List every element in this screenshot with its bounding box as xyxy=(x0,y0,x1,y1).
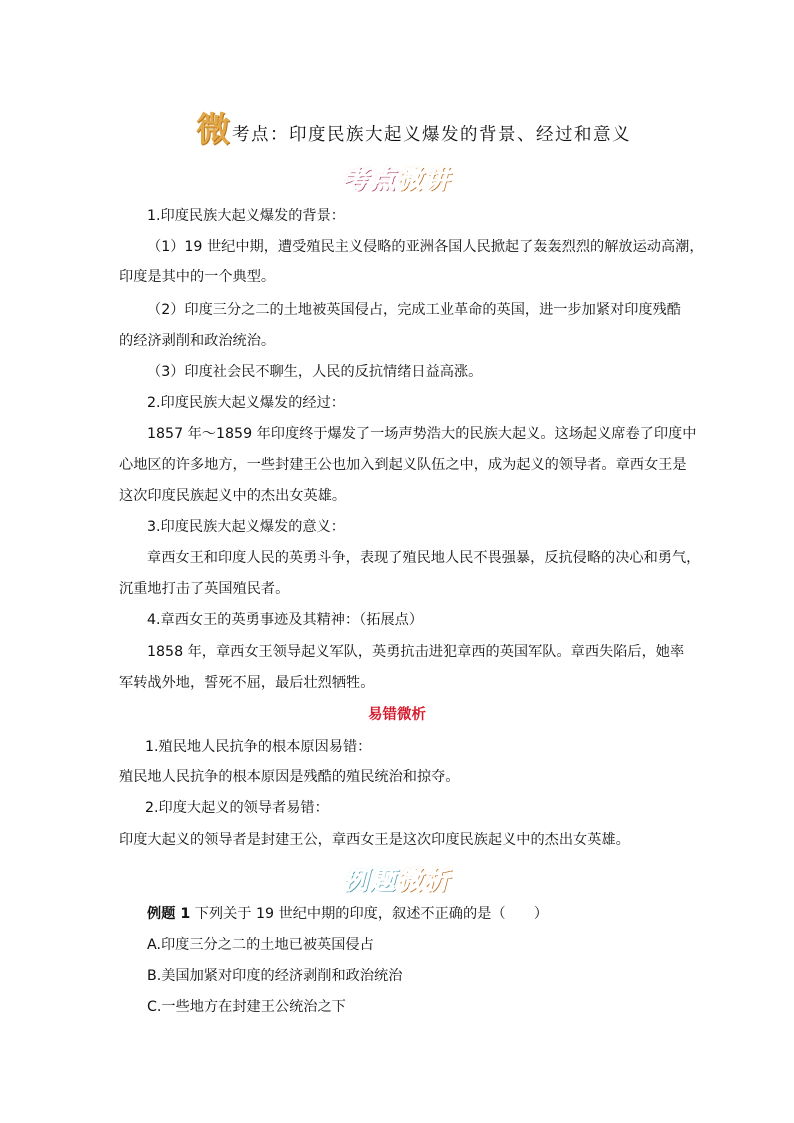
section4-heading: 4.章西女王的英勇事迹及其精神：（拓展点） xyxy=(147,612,424,628)
section1-heading: 1.印度民族大起义爆发的背景： xyxy=(147,208,345,224)
section3-para: 沉重地打击了英国殖民者。 xyxy=(119,581,290,597)
error2-heading: 2.印度大起义的领导者易错： xyxy=(145,800,329,816)
section1-para: （2）印度三分之二的土地被英国侵占，完成工业革命的英国，进一步加紧对印度残酷 xyxy=(147,302,681,318)
section2-para: 1857 年～1859 年印度终于爆发了一场声势浩大的民族大起义。这场起义席卷了印度中 xyxy=(147,426,697,442)
error1-text: 殖民地人民抗争的根本原因是残酷的殖民统治和掠夺。 xyxy=(119,769,460,785)
section1-para: （3）印度社会民不聊生，人民的反抗情绪日益高涨。 xyxy=(147,364,483,380)
option-c: C.一些地方在封建王公统治之下 xyxy=(147,999,346,1015)
section4-para: 1858 年，章西女王领导起义军队，英勇抗击进犯章西的英国军队。章西失陷后，她率 xyxy=(147,644,685,660)
example-question-text: 下列关于 19 世纪中期的印度，叙述不正确的是（ ） xyxy=(194,906,549,922)
example-label: 例题 1 xyxy=(147,906,191,922)
section2-para: 心地区的许多地方，一些封建王公也加入到起义队伍之中，成为起义的领导者。章西女王是 xyxy=(119,457,687,473)
banner-char: 例 xyxy=(342,866,370,895)
banner-char: 析 xyxy=(424,866,452,895)
banner-char: 考 xyxy=(342,165,370,194)
banner-char: 讲 xyxy=(424,165,452,194)
page-title xyxy=(196,108,631,148)
section3-para: 章西女王和印度人民的英勇斗争，表现了殖民地人民不畏强暴，反抗侵略的决心和勇气， xyxy=(147,550,701,566)
banner-char: 题 xyxy=(369,866,397,895)
banner-kaodian-weijiang xyxy=(0,160,794,196)
title-text: 考点：印度民族大起义爆发的背景、经过和意义 xyxy=(232,125,631,145)
section1-para: 的经济剥削和政治统治。 xyxy=(119,333,276,349)
option-a: A.印度三分之二的土地已被英国侵占 xyxy=(147,937,374,953)
title-decorative-char: 微 xyxy=(196,110,230,150)
banner-char: 点 xyxy=(369,165,397,194)
banner-char: 微 xyxy=(397,866,425,895)
section4-para: 军转战外地，誓死不屈，最后壮烈牺牲。 xyxy=(119,675,375,691)
section1-para: （1）19 世纪中期，遭受殖民主义侵略的亚洲各国人民掀起了轰轰烈烈的解放运动高潮， xyxy=(147,239,704,255)
error2-text: 印度大起义的领导者是封建王公，章西女王是这次印度民族起义中的杰出女英雄。 xyxy=(119,832,630,848)
errors-heading: 易错微析 xyxy=(368,707,426,723)
error1-heading: 1.殖民地人民抗争的根本原因易错： xyxy=(145,739,372,755)
example-question xyxy=(147,904,548,924)
option-b: B.美国加紧对印度的经济剥削和政治统治 xyxy=(147,968,403,984)
banner-char: 微 xyxy=(397,165,425,194)
section1-para: 印度是其中的一个典型。 xyxy=(119,269,276,285)
banner-liti-weixi xyxy=(0,861,794,897)
section2-heading: 2.印度民族大起义爆发的经过： xyxy=(147,395,345,411)
section3-heading: 3.印度民族大起义爆发的意义： xyxy=(147,519,345,535)
section2-para: 这次印度民族起义中的杰出女英雄。 xyxy=(119,488,347,504)
